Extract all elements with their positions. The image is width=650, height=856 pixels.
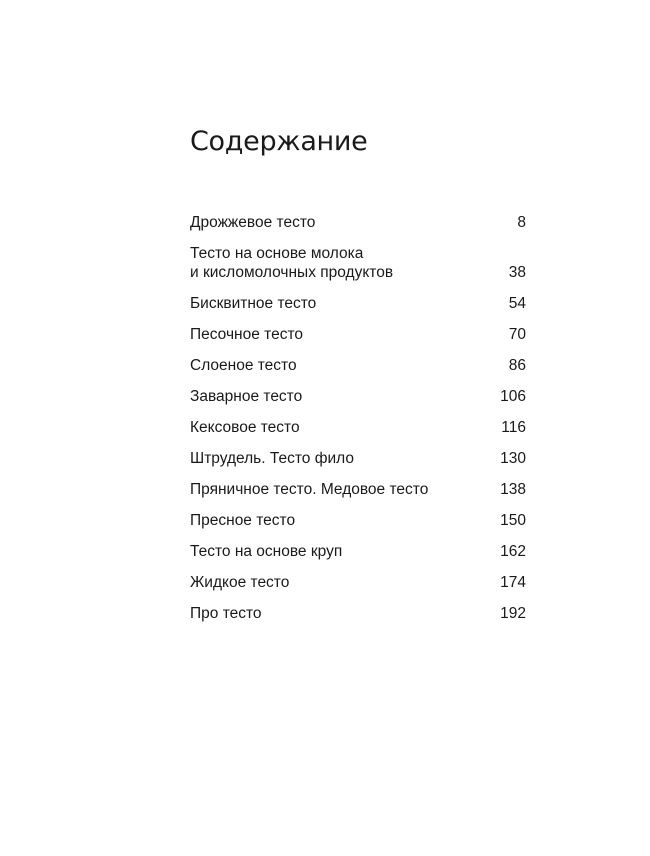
toc-entry-title-line: и кисломолочных продуктов xyxy=(190,264,394,281)
toc-entry-title-line: Тесто на основе молока xyxy=(190,245,364,262)
toc-entry[interactable] xyxy=(190,573,526,592)
toc-entry-title-line: Слоеное тесто xyxy=(190,357,297,374)
toc-entry[interactable] xyxy=(190,356,526,375)
toc-entry[interactable] xyxy=(190,480,526,499)
toc-entry-title-line: Штрудель. Тесто фило xyxy=(190,450,354,467)
toc-entry-title-line: Песочное тесто xyxy=(190,326,303,343)
toc-entry-title xyxy=(190,294,509,313)
toc-entry-title-line: Бисквитное тесто xyxy=(190,295,317,312)
toc-entry-title xyxy=(190,244,509,282)
toc-entry[interactable] xyxy=(190,213,526,232)
table-of-contents xyxy=(190,213,526,635)
toc-entry-title xyxy=(190,213,517,232)
toc-entry-title xyxy=(190,480,500,499)
toc-entry-page-number: 138 xyxy=(500,481,526,498)
toc-entry[interactable] xyxy=(190,511,526,530)
toc-entry-title xyxy=(190,542,500,561)
toc-entry-page-number: 8 xyxy=(517,214,526,231)
toc-entry[interactable] xyxy=(190,449,526,468)
page-title: Содержание xyxy=(190,126,368,157)
toc-entry[interactable] xyxy=(190,244,526,282)
toc-entry[interactable] xyxy=(190,294,526,313)
toc-entry-page-number: 70 xyxy=(508,326,526,343)
toc-entry-page-number: 150 xyxy=(500,512,526,529)
toc-entry-title xyxy=(190,387,500,406)
toc-entry-page-number: 106 xyxy=(500,388,526,405)
toc-entry-title-line: Дрожжевое тесто xyxy=(190,214,316,231)
toc-entry-title-line: Жидкое тесто xyxy=(190,574,290,591)
toc-entry-title xyxy=(190,356,509,375)
toc-entry-page-number: 192 xyxy=(500,605,526,622)
toc-entry-title xyxy=(190,573,500,592)
toc-entry-page-number: 38 xyxy=(508,264,526,281)
toc-entry[interactable] xyxy=(190,325,526,344)
toc-entry-title xyxy=(190,325,509,344)
toc-entry-title-line: Тесто на основе круп xyxy=(190,543,343,560)
toc-entry-title-line: Кексовое тесто xyxy=(190,419,300,436)
toc-entry-title-line: Пресное тесто xyxy=(190,512,296,529)
toc-entry-title xyxy=(190,604,500,623)
toc-entry-title-line: Заварное тесто xyxy=(190,388,303,405)
toc-entry[interactable] xyxy=(190,604,526,623)
toc-entry[interactable] xyxy=(190,387,526,406)
toc-entry-title xyxy=(190,418,501,437)
toc-entry-page-number: 54 xyxy=(508,295,526,312)
toc-entry[interactable] xyxy=(190,542,526,561)
toc-entry-page-number: 130 xyxy=(500,450,526,467)
toc-entry[interactable] xyxy=(190,418,526,437)
toc-entry-title xyxy=(190,511,500,530)
toc-entry-page-number: 116 xyxy=(501,419,526,436)
toc-entry-page-number: 162 xyxy=(500,543,526,560)
toc-entry-title xyxy=(190,449,500,468)
toc-entry-title-line: Про тесто xyxy=(190,605,262,622)
toc-entry-title-line: Пряничное тесто. Медовое тесто xyxy=(190,481,429,498)
toc-entry-page-number: 86 xyxy=(508,357,526,374)
toc-entry-page-number: 174 xyxy=(500,574,526,591)
